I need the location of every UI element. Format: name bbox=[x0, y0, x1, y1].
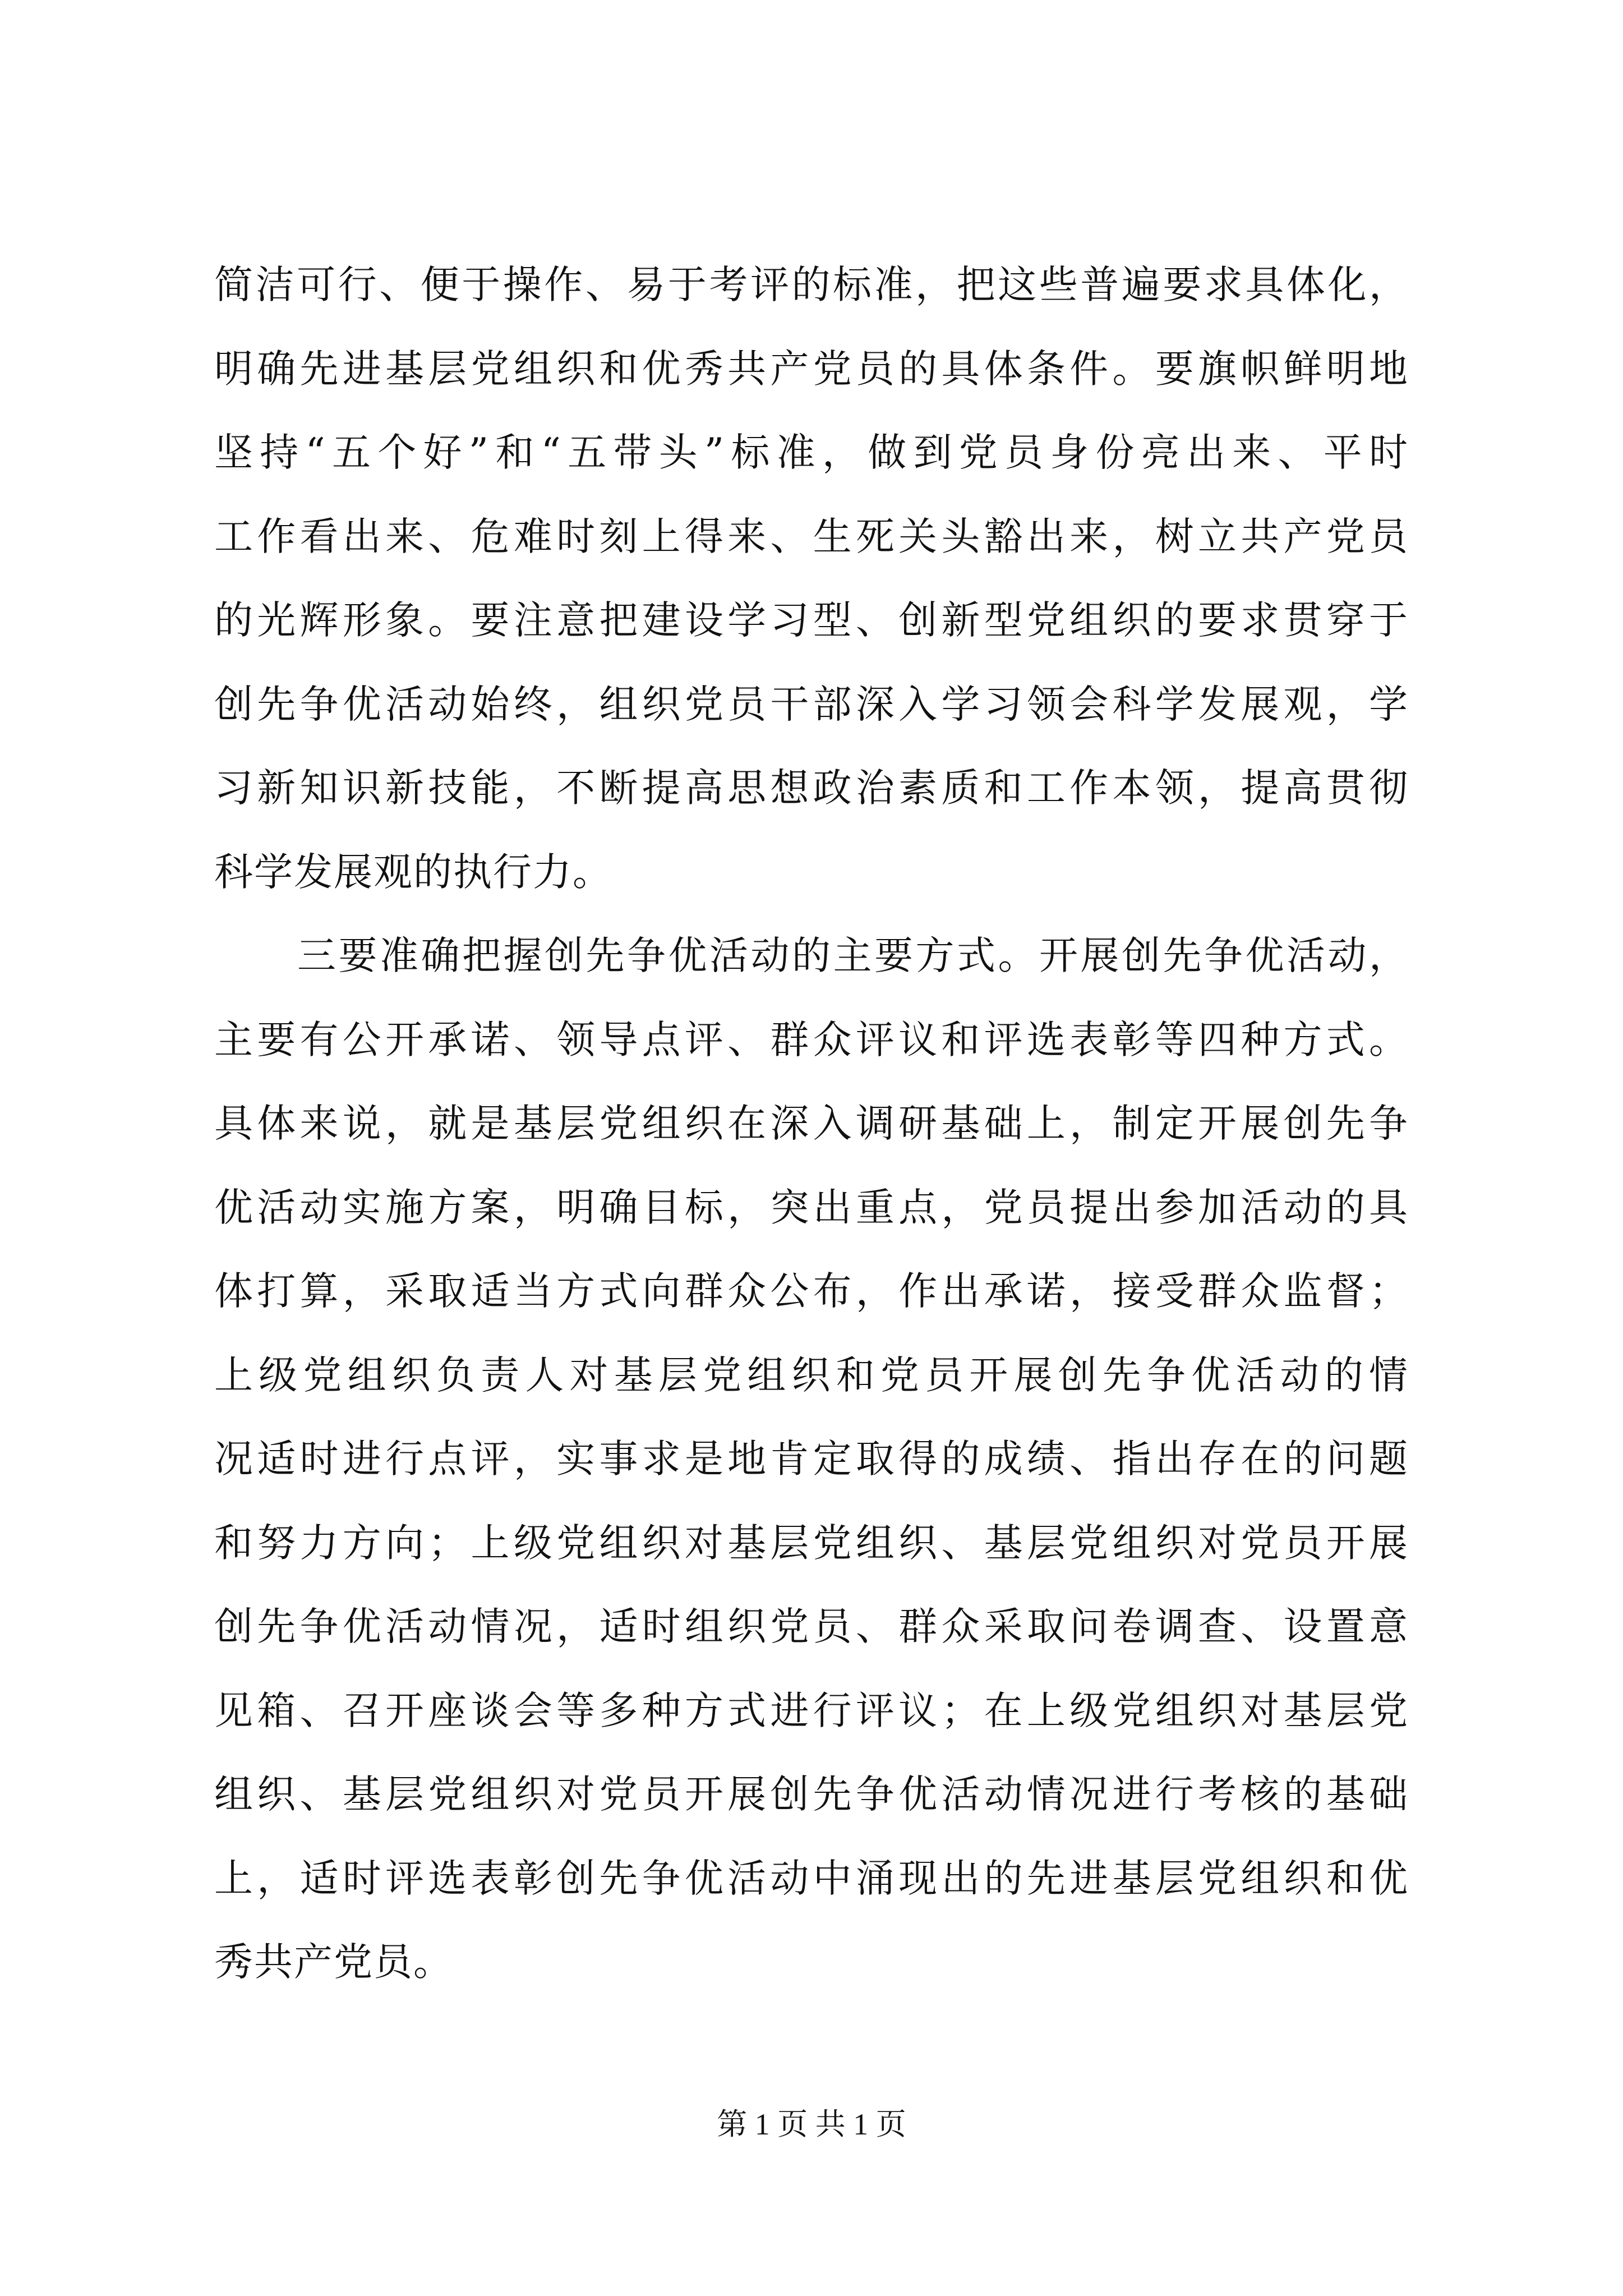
page-number: 第 1 页 共 1 页 bbox=[717, 2108, 906, 2141]
text-line: 简洁可行、便于操作、易于考评的标准，把这些普遍要求具体化， bbox=[214, 263, 1409, 307]
text-line: 和努力方向；上级党组织对基层党组织、基层党组织对党员开展 bbox=[214, 1520, 1409, 1566]
paragraph-2 bbox=[214, 914, 1409, 2005]
text-line: 上，适时评选表彰创先争优活动中涌现出的先进基层党组织和优 bbox=[214, 1856, 1409, 1901]
text-line: 具体来说，就是基层党组织在深入调研基础上，制定开展创先争 bbox=[214, 1101, 1409, 1146]
page-footer bbox=[0, 2105, 1623, 2144]
text-line: 科学发展观的执行力。 bbox=[214, 849, 612, 895]
paragraph-1 bbox=[214, 243, 1409, 914]
text-line: 明确先进基层党组织和优秀共产党员的具体条件。要旗帜鲜明地 bbox=[214, 346, 1409, 392]
text-line: 见箱、召开座谈会等多种方式进行评议；在上级党组织对基层党 bbox=[214, 1688, 1409, 1733]
document-body bbox=[214, 243, 1409, 2005]
text-line: 坚持“五个好”和“五带头”标准，做到党员身份亮出来、平时 bbox=[214, 430, 1409, 475]
text-line: 况适时进行点评，实事求是地肯定取得的成绩、指出存在的问题 bbox=[214, 1437, 1409, 1481]
text-line: 工作看出来、危难时刻上得来、生死关头豁出来，树立共产党员 bbox=[214, 514, 1409, 559]
text-line: 三要准确把握创先争优活动的主要方式。开展创先争优活动， bbox=[297, 933, 1409, 978]
text-line: 创先争优活动始终，组织党员干部深入学习领会科学发展观，学 bbox=[214, 682, 1409, 727]
text-line: 主要有公开承诺、领导点评、群众评议和评选表彰等四种方式。 bbox=[214, 1017, 1409, 1062]
text-line: 习新知识新技能，不断提高思想政治素质和工作本领，提高贯彻 bbox=[214, 766, 1409, 811]
text-line: 上级党组织负责人对基层党组织和党员开展创先争优活动的情 bbox=[214, 1352, 1409, 1398]
text-line: 的光辉形象。要注意把建设学习型、创新型党组织的要求贯穿于 bbox=[214, 598, 1409, 643]
text-line: 体打算，采取适当方式向群众公布，作出承诺，接受群众监督； bbox=[214, 1269, 1409, 1314]
text-line: 优活动实施方案，明确目标，突出重点，党员提出参加活动的具 bbox=[214, 1185, 1409, 1230]
text-line: 创先争优活动情况，适时组织党员、群众采取问卷调查、设置意 bbox=[214, 1604, 1409, 1649]
text-line: 秀共产党员。 bbox=[214, 1940, 453, 1985]
text-line: 组织、基层党组织对党员开展创先争优活动情况进行考核的基础 bbox=[214, 1772, 1409, 1817]
